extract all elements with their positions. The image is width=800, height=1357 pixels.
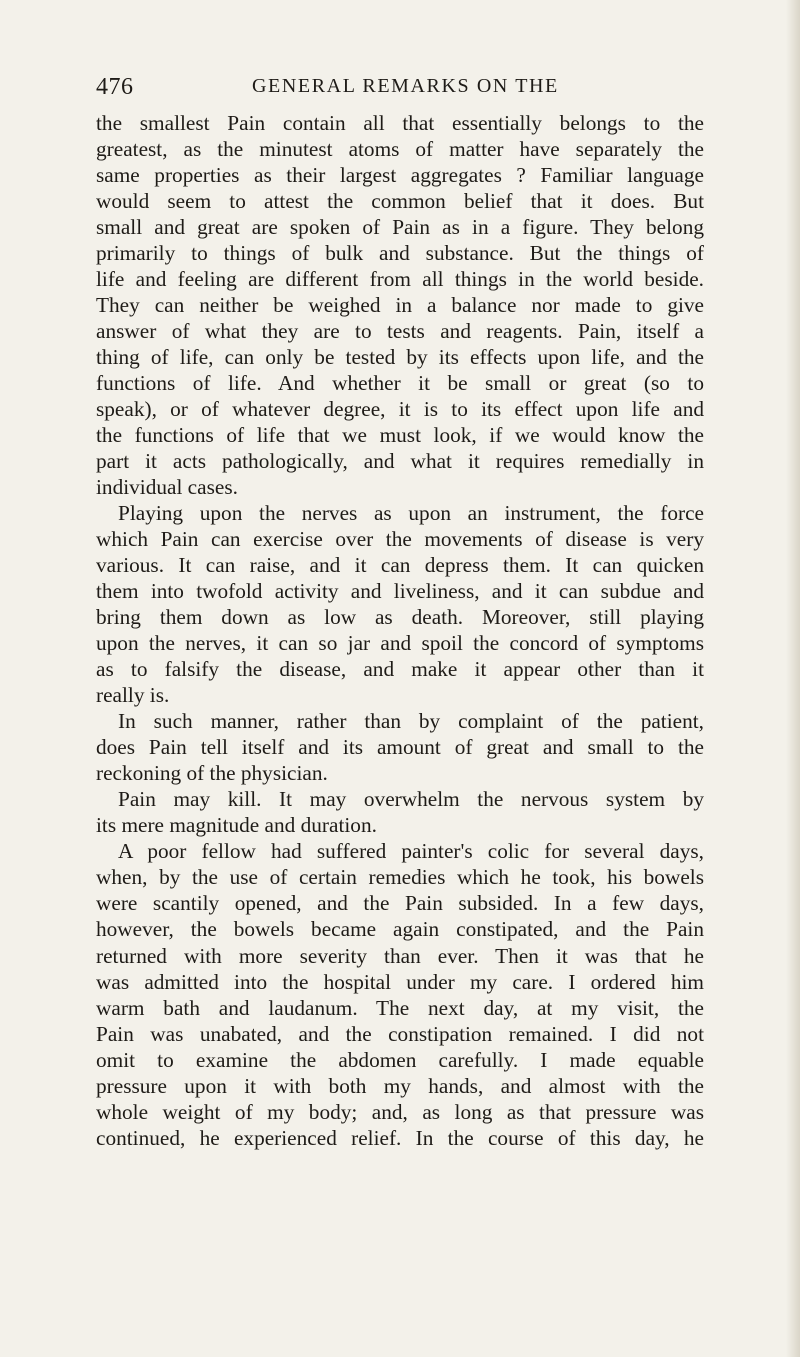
running-head: [0, 74, 800, 104]
text-line: pressure upon it with both my hands, and almost with the: [96, 1073, 704, 1098]
text-line: them into twofold activity and liveliness, and it can subdue and: [96, 579, 704, 604]
text-line: really is.: [96, 683, 170, 708]
running-head-title: GENERAL REMARKS ON THE: [252, 75, 559, 97]
page-number: 476: [96, 74, 134, 100]
text-line: as to falsify the disease, and make it appear other than it: [96, 657, 704, 682]
text-line: the functions of life that we must look, if we would know the: [96, 423, 704, 448]
text-line: warm bath and laudanum. The next day, at my visit, the: [96, 995, 704, 1020]
text-line: would seem to attest the common belief that it does. But: [96, 189, 704, 214]
text-line: omit to examine the abdomen carefully. I made equable: [96, 1047, 704, 1072]
text-line: whole weight of my body; and, as long as that pressure was: [96, 1099, 704, 1124]
text-line: functions of life. And whether it be small or great (so to: [96, 371, 704, 396]
text-line: does Pain tell itself and its amount of great and small to the: [96, 735, 704, 760]
text-line: was admitted into the hospital under my care. I ordered him: [96, 969, 704, 994]
text-line: continued, he experienced relief. In the course of this day, he: [96, 1125, 704, 1150]
text-line: In such manner, rather than by complaint of the patient,: [118, 709, 704, 734]
text-line: primarily to things of bulk and substance. But the things of: [96, 241, 704, 266]
text-line: A poor fellow had suffered painter's colic for several days,: [118, 839, 704, 864]
text-line: which Pain can exercise over the movements of disease is very: [96, 527, 704, 552]
text-line: same properties as their largest aggregates ? Familiar language: [96, 163, 704, 188]
text-line: the smallest Pain contain all that essentially belongs to the: [96, 111, 704, 135]
text-line: reckoning of the physician.: [96, 761, 328, 786]
text-line: when, by the use of certain remedies which he took, his bowels: [96, 865, 704, 890]
page-edge-shadow: [786, 0, 800, 1357]
text-line: upon the nerves, it can so jar and spoil the concord of symptoms: [96, 631, 704, 656]
text-line: speak), or of whatever degree, it is to its effect upon life and: [96, 397, 704, 422]
text-line: thing of life, can only be tested by its effects upon life, and the: [96, 345, 704, 370]
text-line: life and feeling are different from all things in the world beside.: [96, 267, 704, 292]
text-line: its mere magnitude and duration.: [96, 813, 377, 838]
text-line: returned with more severity than ever. Then it was that he: [96, 943, 704, 968]
text-line: Pain may kill. It may overwhelm the nervous system by: [118, 787, 704, 812]
text-line: answer of what they are to tests and reagents. Pain, itself a: [96, 319, 704, 344]
text-line: They can neither be weighed in a balance nor made to give: [96, 293, 704, 318]
body-text: [96, 110, 704, 1151]
text-line: greatest, as the minutest atoms of matter have separately the: [96, 137, 704, 162]
text-line: Playing upon the nerves as upon an instrument, the force: [118, 501, 704, 526]
text-line: were scantily opened, and the Pain subsided. In a few days,: [96, 891, 704, 916]
text-line: various. It can raise, and it can depress them. It can quicken: [96, 553, 704, 578]
text-line: bring them down as low as death. Moreover, still playing: [96, 605, 704, 630]
text-line: individual cases.: [96, 475, 238, 500]
text-line: small and great are spoken of Pain as in a figure. They belong: [96, 215, 704, 240]
text-line: Pain was unabated, and the constipation remained. I did not: [96, 1021, 704, 1046]
text-line: however, the bowels became again constipated, and the Pain: [96, 917, 704, 942]
text-line: part it acts pathologically, and what it requires remedially in: [96, 449, 704, 474]
